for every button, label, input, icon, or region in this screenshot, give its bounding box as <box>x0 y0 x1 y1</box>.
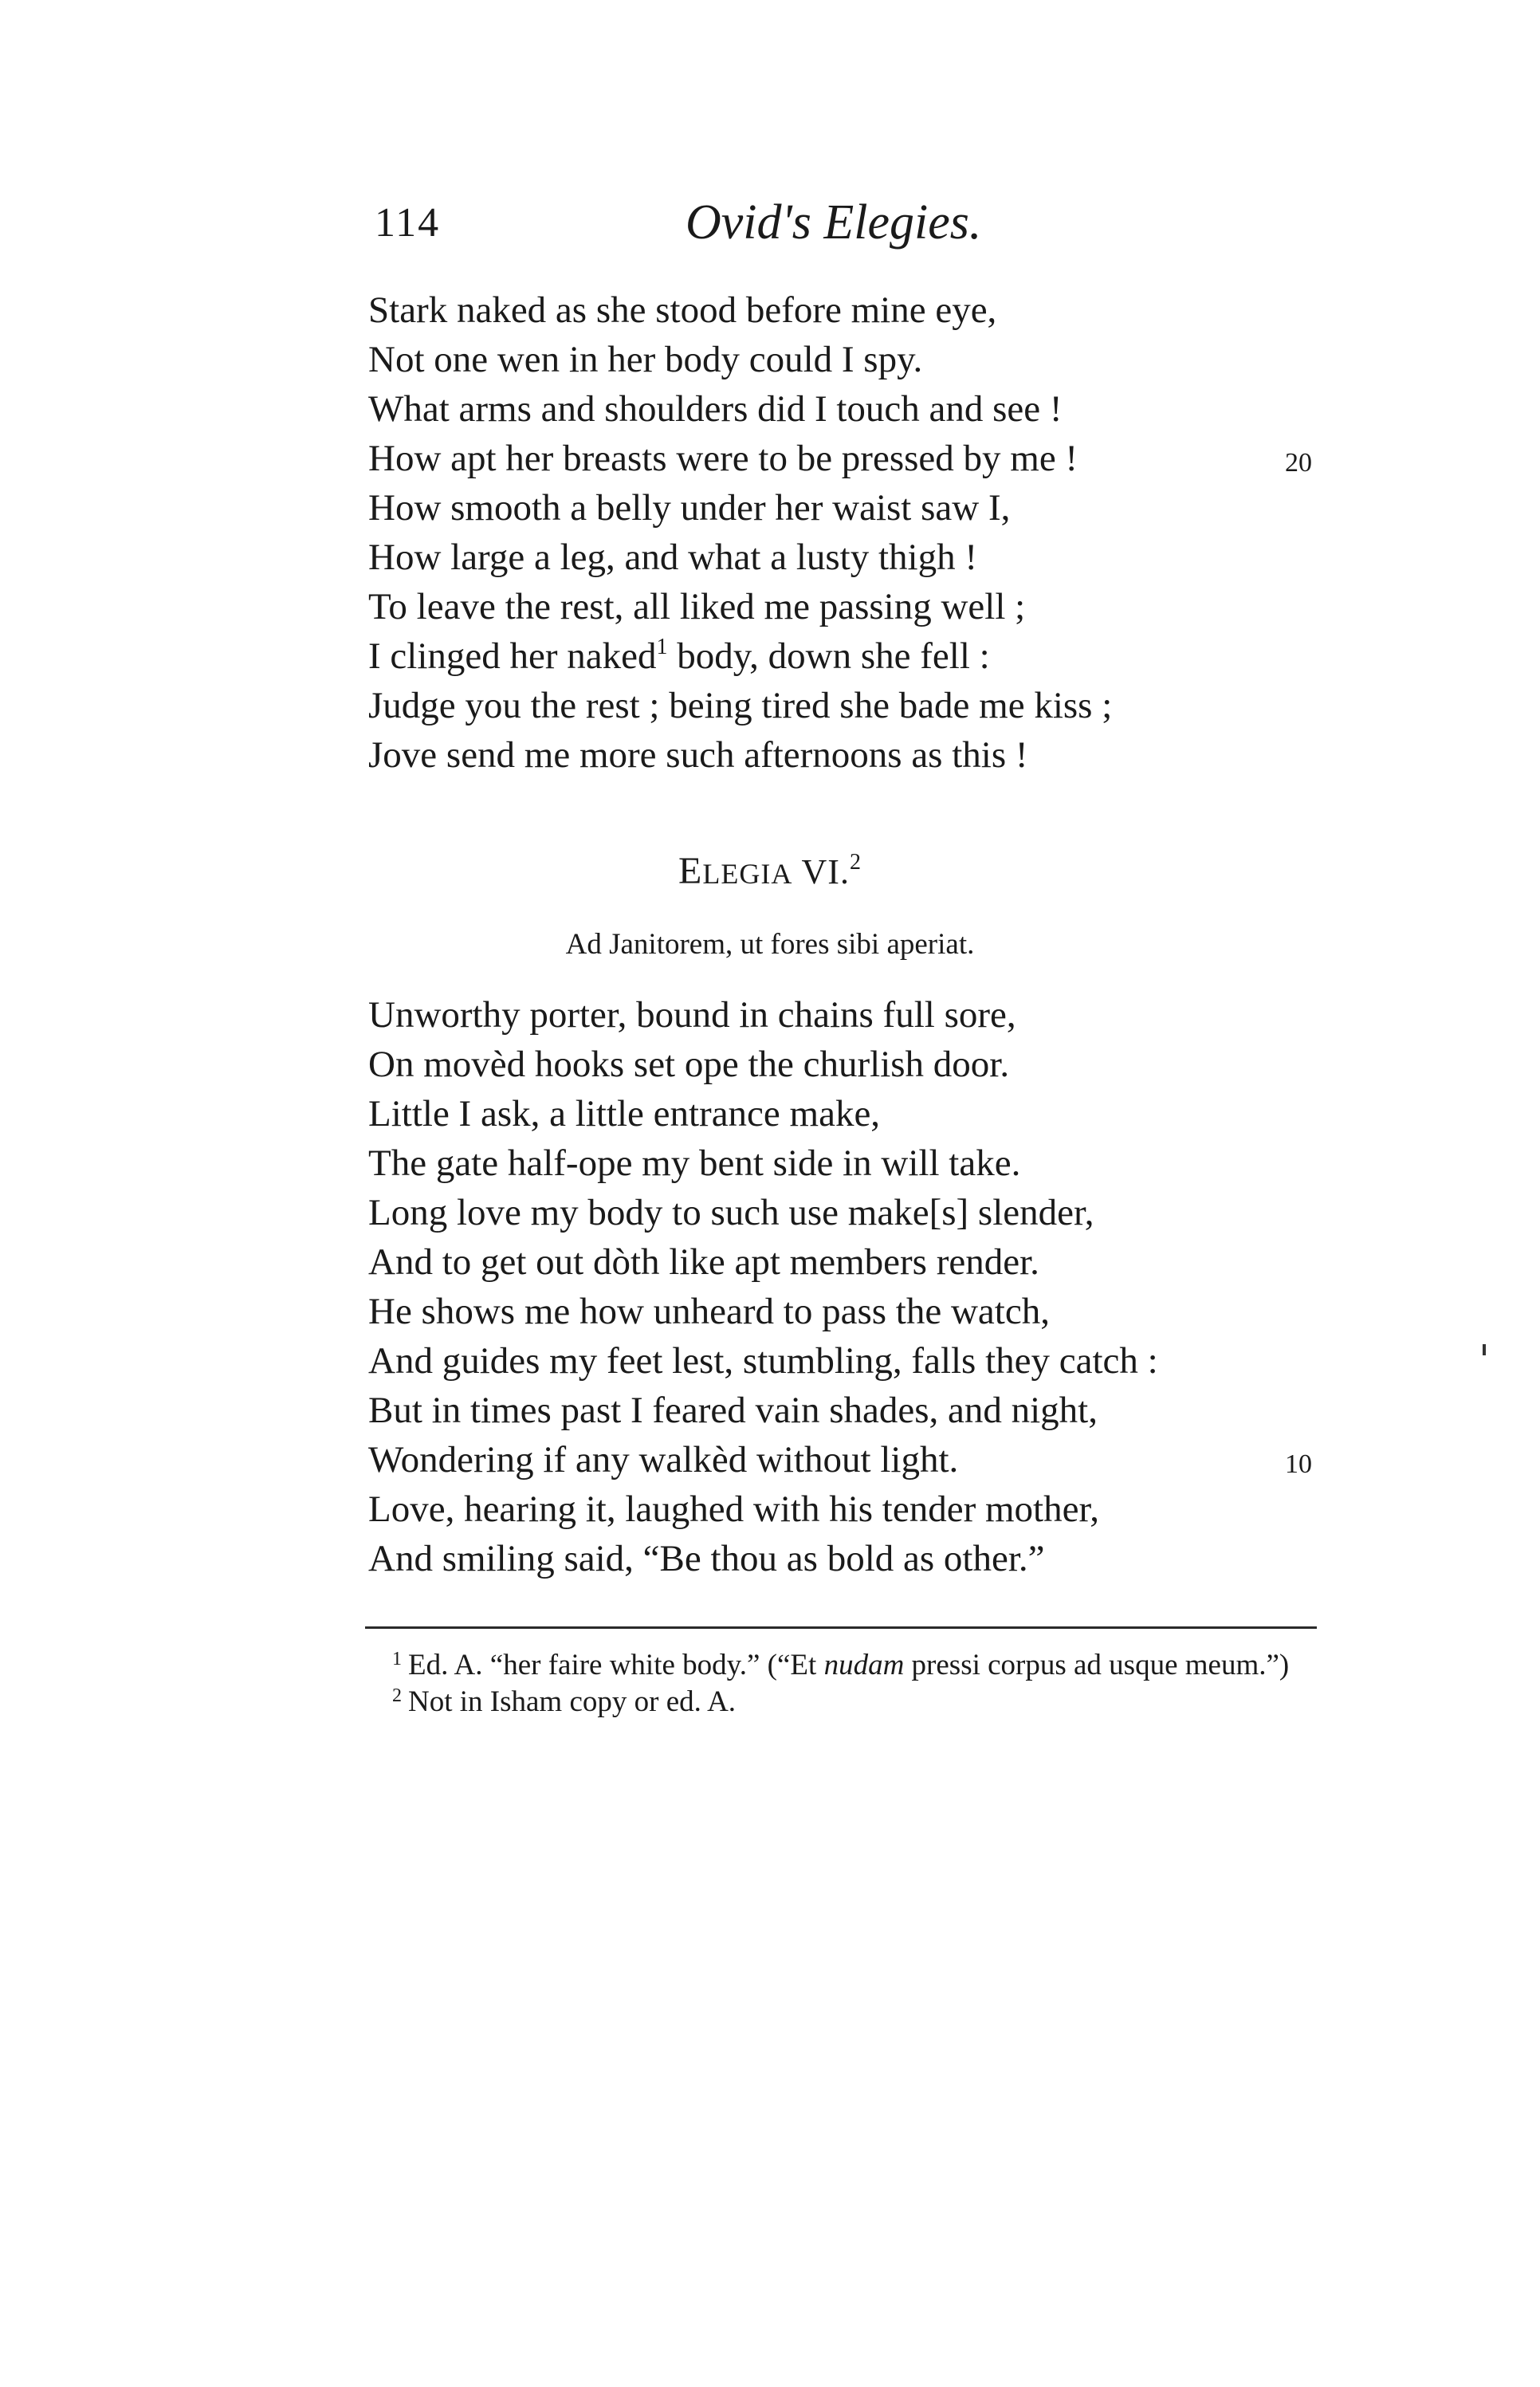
footnote-marker: 1 <box>392 1649 402 1669</box>
verse-line: Wondering if any walkèd without light. 10 <box>368 1435 1325 1485</box>
verse-line: On movèd hooks set ope the churlish door. <box>368 1044 1010 1085</box>
line-number: 20 <box>1285 448 1312 478</box>
verse-line: But in times past I feared vain shades, and night, <box>368 1390 1098 1431</box>
verse-line: How apt her breasts were to be pressed by me ! 20 <box>368 434 1325 483</box>
verse-line: I clinged her naked$^1$ body, down she fell : <box>368 635 990 677</box>
footnote-reference: 1 <box>656 635 668 659</box>
footnote-divider <box>365 1626 1317 1629</box>
footnote-reference: 2 <box>849 850 862 875</box>
verse-line: And to get out dòth like apt members render. <box>368 1241 1039 1283</box>
verse-line: Love, hearing it, laughed with his tender mother, <box>368 1488 1099 1530</box>
footnote-marker: 2 <box>392 1685 402 1706</box>
section-subheading: Ad Janitorem, ut fores sibi aperiat. <box>565 928 975 961</box>
verse-line: Stark naked as she stood before mine eye, <box>368 289 997 331</box>
verse-line: He shows me how unheard to pass the watch, <box>368 1291 1050 1332</box>
verse-line: The gate half-ope my bent side in will take. <box>368 1142 1021 1184</box>
line-number: 10 <box>1285 1449 1312 1479</box>
verse-line: Long love my body to such use make[s] slender, <box>368 1192 1094 1233</box>
running-title: Ovid's Elegies. <box>686 195 982 250</box>
verse-line: How large a leg, and what a lusty thigh ! <box>368 537 978 578</box>
verse-block-after <box>368 990 1325 1583</box>
verse-line: To leave the rest, all liked me passing well ; <box>368 586 1026 627</box>
verse-line: What arms and shoulders did I touch and see ! <box>368 388 1063 430</box>
stray-print-mark <box>1483 1344 1486 1355</box>
footnotes <box>365 1647 1317 1720</box>
footnote: $^1$ Ed. A. “her faire white body.” (“Et nudam pressi corpus ad usque meum.”) <box>392 1649 1290 1681</box>
verse-line: And guides my feet lest, stumbling, falls they catch : <box>368 1340 1158 1382</box>
verse-line: How smooth a belly under her waist saw I, <box>368 487 1011 529</box>
section-heading: ELEGIA VI.$^2$ <box>678 850 862 892</box>
verse-line: Judge you the rest ; being tired she bade me kiss ; <box>368 685 1113 726</box>
verse-line: Jove send me more such afternoons as this ! <box>368 734 1028 776</box>
verse-block-before <box>368 285 1325 780</box>
verse-line: Not one wen in her body could I spy. <box>368 339 923 380</box>
page-number: 114 <box>375 200 441 246</box>
verse-line: Unworthy porter, bound in chains full sore, <box>368 994 1016 1036</box>
verse-line: Little I ask, a little entrance make, <box>368 1093 881 1135</box>
footnote: $^2$ Not in Isham copy or ed. A. <box>392 1685 737 1718</box>
verse-line: And smiling said, “Be thou as bold as other.” <box>368 1538 1045 1579</box>
